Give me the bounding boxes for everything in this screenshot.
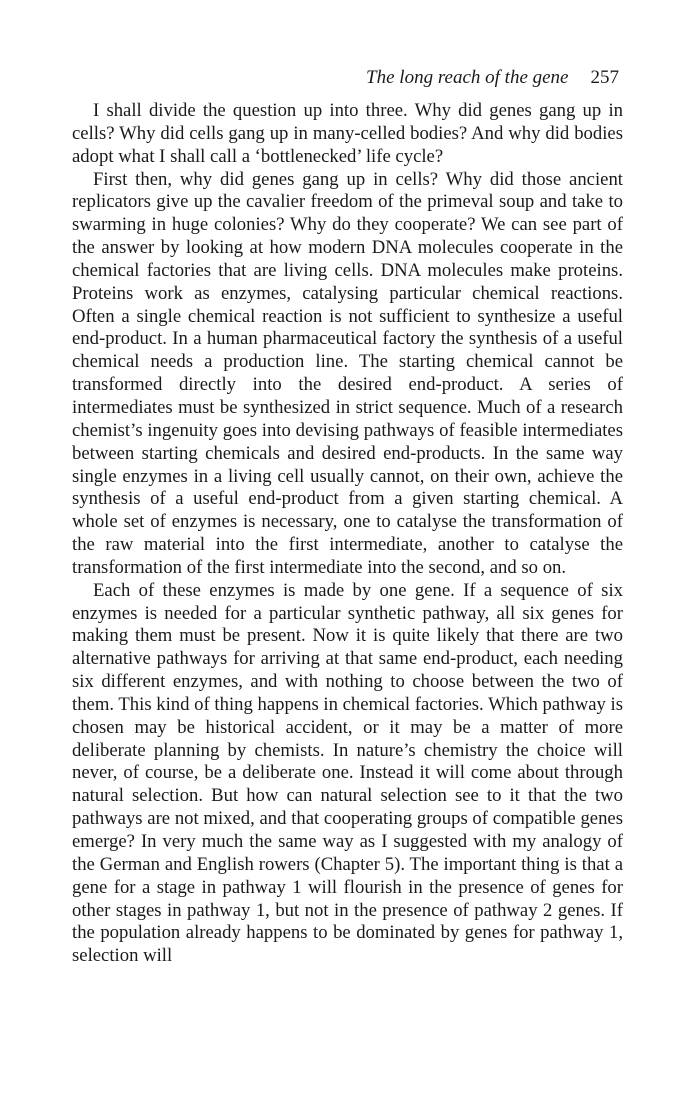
running-head — [72, 66, 619, 90]
running-head-title: The long reach of the gene — [366, 67, 569, 88]
paragraph: I shall divide the question up into three. Why did genes gang up in cells? Why did cells gang up in many-celled bodies? And why did bodies adopt what I shall call a ‘bottlenecked’ life cycle? — [72, 100, 623, 167]
paragraph: Each of these enzymes is made by one gene. If a sequence of six enzymes is needed for a particular synthetic pathway, all six genes for making them must be present. Now it is quite likely that there are two alternative pathways for arriving at that same end-product, each needing six different enzymes, and with nothing to choose between the two of them. This kind of thing happens in chemical factories. Which pathway is chosen may be historical accident, or it may be a matter of more deliberate planning by chemists. In nature’s chemistry the choice will never, of course, be a deliberate one. Instead it will come about through natural selection. But how can natural selection see to it that the two pathways are not mixed, and that cooperating groups of compatible genes emerge? In very much the same way as I suggested with my analogy of the German and English rowers (Chapter 5). The important thing is that a gene for a stage in pathway 1 will flourish in the presence of genes for other stages in pathway 1, but not in the presence of pathway 2 genes. If the population already happens to be dominated by genes for pathway 1, selection will — [72, 579, 623, 967]
page-number: 257 — [590, 67, 619, 88]
body-text — [72, 100, 623, 968]
paragraph: First then, why did genes gang up in cells? Why did those ancient replicators give up the cavalier freedom of the primeval soup and take to swarming in huge colonies? Why do they cooperate? We can see part of the answer by looking at how modern DNA molecules cooperate in the chemical factories that are living cells. DNA molecules make proteins. Proteins work as enzymes, catalysing particular chemical reactions. Often a single chemical reaction is not sufficient to synthesize a useful end-product. In a human pharmaceutical factory the synthesis of a useful chemical needs a production line. The starting chemical cannot be transformed directly into the desired end-product. A series of intermediates must be synthesized in strict sequence. Much of a research chemist’s ingenuity goes into devising pathways of feasible intermediates between starting chemicals and desired end-products. In the same way single enzymes in a living cell usually cannot, on their own, achieve the synthesis of a useful end-product from a given starting chemical. A whole set of enzymes is necessary, one to catalyse the transformation of the raw material into the first intermediate, another to catalyse the transformation of the first intermediate into the second, and so on. — [72, 168, 623, 578]
